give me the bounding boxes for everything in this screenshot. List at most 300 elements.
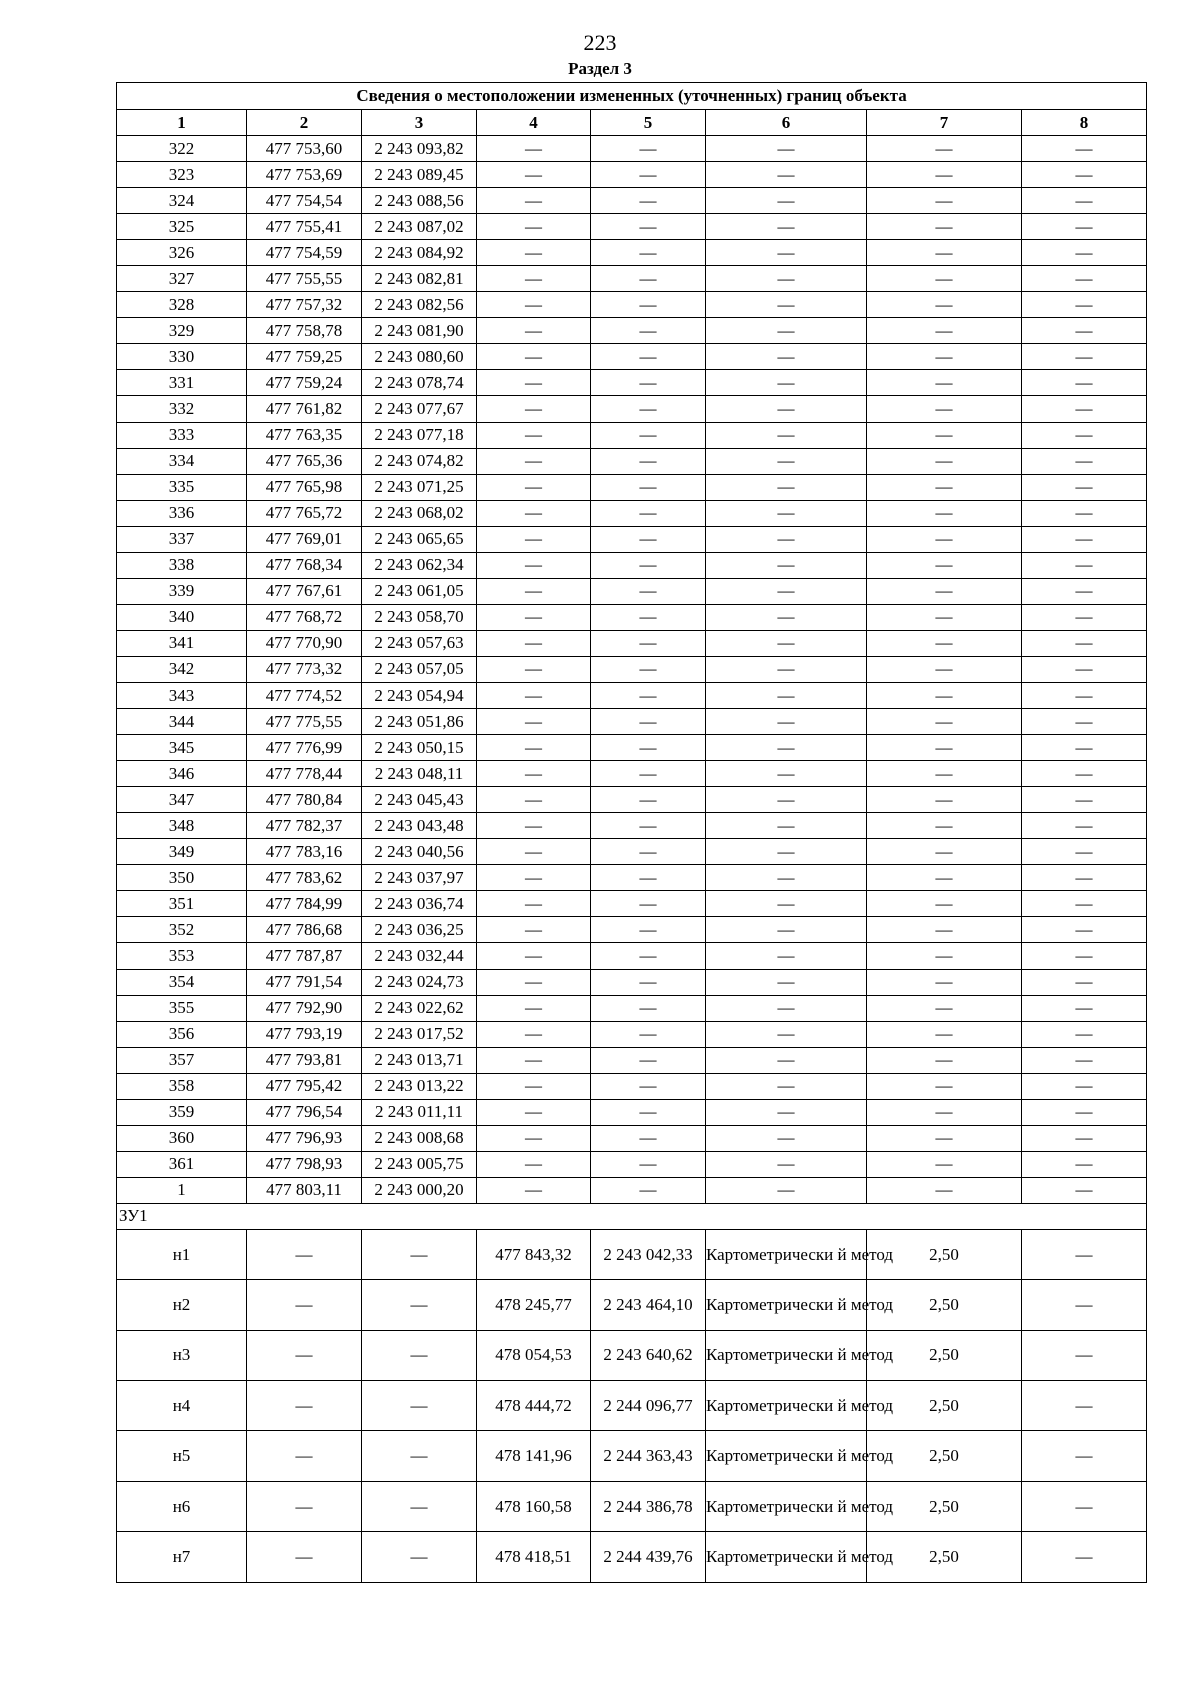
coord-x: 477 767,61 <box>247 578 362 604</box>
coord-x: 477 773,32 <box>247 656 362 682</box>
coord-y: 2 243 077,67 <box>362 396 477 422</box>
empty-dash: — <box>591 162 706 188</box>
empty-dash: — <box>867 578 1022 604</box>
empty-dash: — <box>1022 1229 1147 1279</box>
table-row <box>117 578 1147 604</box>
empty-dash: — <box>706 1099 867 1125</box>
coord-x: 477 784,99 <box>247 891 362 917</box>
coord-x: 477 759,25 <box>247 344 362 370</box>
column-header: 1 <box>117 110 247 136</box>
coord-y: 2 243 078,74 <box>362 370 477 396</box>
table-title-row <box>117 83 1147 110</box>
table-row <box>117 552 1147 578</box>
empty-dash: — <box>867 787 1022 813</box>
empty-dash: — <box>1022 656 1147 682</box>
table-row <box>117 943 1147 969</box>
empty-dash: — <box>867 500 1022 526</box>
empty-dash: — <box>1022 839 1147 865</box>
point-number: 335 <box>117 474 247 500</box>
table-row <box>117 1047 1147 1073</box>
column-header: 7 <box>867 110 1022 136</box>
empty-dash: — <box>1022 344 1147 370</box>
empty-dash: — <box>706 526 867 552</box>
empty-dash: — <box>1022 761 1147 787</box>
point-number: 332 <box>117 396 247 422</box>
empty-dash: — <box>867 1125 1022 1151</box>
table-row <box>117 500 1147 526</box>
empty-dash: — <box>867 656 1022 682</box>
empty-dash: — <box>591 709 706 735</box>
empty-dash: — <box>477 292 591 318</box>
empty-dash: — <box>867 552 1022 578</box>
point-number: 345 <box>117 735 247 761</box>
empty-dash: — <box>1022 943 1147 969</box>
point-number: 353 <box>117 943 247 969</box>
empty-dash: — <box>706 552 867 578</box>
coord-x: 477 759,24 <box>247 370 362 396</box>
empty-dash: — <box>1022 240 1147 266</box>
empty-dash: — <box>706 604 867 630</box>
coord-x: 477 803,11 <box>247 1177 362 1203</box>
empty-dash: — <box>867 839 1022 865</box>
coord-y: 2 243 093,82 <box>362 136 477 162</box>
coord-y: 2 243 024,73 <box>362 969 477 995</box>
point-number: 344 <box>117 709 247 735</box>
empty-dash: — <box>1022 578 1147 604</box>
table-row <box>117 188 1147 214</box>
table-row <box>117 891 1147 917</box>
empty-dash: — <box>1022 1532 1147 1582</box>
empty-dash: — <box>477 969 591 995</box>
method: Картометрически й метод <box>706 1229 867 1279</box>
empty-dash: — <box>477 188 591 214</box>
empty-dash: — <box>591 761 706 787</box>
empty-dash: — <box>591 891 706 917</box>
empty-dash: — <box>706 162 867 188</box>
point-number: 328 <box>117 292 247 318</box>
empty-dash: — <box>1022 865 1147 891</box>
empty-dash: — <box>706 266 867 292</box>
empty-dash: — <box>362 1381 477 1431</box>
coord-y: 2 243 013,71 <box>362 1047 477 1073</box>
coord-x: 477 783,16 <box>247 839 362 865</box>
point-number: 325 <box>117 214 247 240</box>
table-row <box>117 136 1147 162</box>
table-row <box>117 266 1147 292</box>
coord-y: 2 243 080,60 <box>362 344 477 370</box>
point-number: 341 <box>117 630 247 656</box>
empty-dash: — <box>591 813 706 839</box>
empty-dash: — <box>706 370 867 396</box>
point-number: 337 <box>117 526 247 552</box>
empty-dash: — <box>706 813 867 839</box>
empty-dash: — <box>1022 995 1147 1021</box>
empty-dash: — <box>867 318 1022 344</box>
empty-dash: — <box>1022 1047 1147 1073</box>
point-number: 356 <box>117 1021 247 1047</box>
coord-x: 477 753,69 <box>247 162 362 188</box>
coord-x: 477 770,90 <box>247 630 362 656</box>
empty-dash: — <box>1022 1125 1147 1151</box>
table-row <box>117 787 1147 813</box>
empty-dash: — <box>706 344 867 370</box>
empty-dash: — <box>362 1532 477 1582</box>
coord-y: 2 243 040,56 <box>362 839 477 865</box>
coord-x: 477 765,36 <box>247 448 362 474</box>
empty-dash: — <box>706 682 867 708</box>
table-row <box>117 1177 1147 1203</box>
empty-dash: — <box>477 839 591 865</box>
empty-dash: — <box>1022 188 1147 214</box>
empty-dash: — <box>867 240 1022 266</box>
empty-dash: — <box>706 630 867 656</box>
coord-y: 2 243 048,11 <box>362 761 477 787</box>
empty-dash: — <box>1022 214 1147 240</box>
empty-dash: — <box>477 370 591 396</box>
coord-y: 2 243 050,15 <box>362 735 477 761</box>
coord-y: 2 243 081,90 <box>362 318 477 344</box>
empty-dash: — <box>477 552 591 578</box>
empty-dash: — <box>591 214 706 240</box>
empty-dash: — <box>706 240 867 266</box>
table-row <box>117 370 1147 396</box>
table-row <box>117 1151 1147 1177</box>
point-number: 357 <box>117 1047 247 1073</box>
empty-dash: — <box>867 891 1022 917</box>
coord-y: 2 243 057,63 <box>362 630 477 656</box>
coord-y: 2 243 088,56 <box>362 188 477 214</box>
table-row <box>117 709 1147 735</box>
empty-dash: — <box>1022 370 1147 396</box>
coord-y: 2 243 045,43 <box>362 787 477 813</box>
coord-x: 477 754,54 <box>247 188 362 214</box>
empty-dash: — <box>706 735 867 761</box>
empty-dash: — <box>706 318 867 344</box>
coord-x: 477 782,37 <box>247 813 362 839</box>
empty-dash: — <box>867 604 1022 630</box>
accuracy: 2,50 <box>867 1280 1022 1330</box>
empty-dash: — <box>591 136 706 162</box>
empty-dash: — <box>477 735 591 761</box>
empty-dash: — <box>591 735 706 761</box>
table-row <box>117 474 1147 500</box>
empty-dash: — <box>477 995 591 1021</box>
column-header: 8 <box>1022 110 1147 136</box>
point-number: н1 <box>117 1229 247 1279</box>
empty-dash: — <box>867 292 1022 318</box>
coord-y: 2 244 439,76 <box>591 1532 706 1582</box>
empty-dash: — <box>706 761 867 787</box>
point-number: 343 <box>117 682 247 708</box>
coord-y: 2 243 089,45 <box>362 162 477 188</box>
empty-dash: — <box>362 1481 477 1531</box>
point-number: 351 <box>117 891 247 917</box>
table-row <box>117 630 1147 656</box>
table-row <box>117 318 1147 344</box>
coord-x: 477 769,01 <box>247 526 362 552</box>
coord-y: 2 243 082,81 <box>362 266 477 292</box>
coord-x: 477 776,99 <box>247 735 362 761</box>
coord-y: 2 243 000,20 <box>362 1177 477 1203</box>
coord-x: 477 755,41 <box>247 214 362 240</box>
empty-dash: — <box>867 474 1022 500</box>
empty-dash: — <box>867 526 1022 552</box>
empty-dash: — <box>591 344 706 370</box>
empty-dash: — <box>1022 682 1147 708</box>
empty-dash: — <box>1022 552 1147 578</box>
empty-dash: — <box>706 1125 867 1151</box>
empty-dash: — <box>247 1431 362 1481</box>
point-number: 342 <box>117 656 247 682</box>
coord-x: 477 763,35 <box>247 422 362 448</box>
coord-x: 477 783,62 <box>247 865 362 891</box>
empty-dash: — <box>477 136 591 162</box>
empty-dash: — <box>1022 1177 1147 1203</box>
coord-x: 477 761,82 <box>247 396 362 422</box>
empty-dash: — <box>867 136 1022 162</box>
empty-dash: — <box>591 370 706 396</box>
empty-dash: — <box>1022 1021 1147 1047</box>
table-row <box>117 1125 1147 1151</box>
coord-x: 477 843,32 <box>477 1229 591 1279</box>
point-number: 352 <box>117 917 247 943</box>
empty-dash: — <box>867 735 1022 761</box>
empty-dash: — <box>706 1151 867 1177</box>
table-row <box>117 1280 1147 1330</box>
point-number: 330 <box>117 344 247 370</box>
empty-dash: — <box>591 943 706 969</box>
coord-x: 478 418,51 <box>477 1532 591 1582</box>
empty-dash: — <box>867 917 1022 943</box>
empty-dash: — <box>867 266 1022 292</box>
coord-x: 477 791,54 <box>247 969 362 995</box>
empty-dash: — <box>477 865 591 891</box>
coord-x: 477 787,87 <box>247 943 362 969</box>
table-row <box>117 1073 1147 1099</box>
empty-dash: — <box>867 865 1022 891</box>
table-row <box>117 344 1147 370</box>
coord-y: 2 243 061,05 <box>362 578 477 604</box>
empty-dash: — <box>867 709 1022 735</box>
coord-x: 477 758,78 <box>247 318 362 344</box>
empty-dash: — <box>477 396 591 422</box>
empty-dash: — <box>1022 1280 1147 1330</box>
table-row <box>117 396 1147 422</box>
empty-dash: — <box>477 1073 591 1099</box>
empty-dash: — <box>591 656 706 682</box>
coord-y: 2 243 068,02 <box>362 500 477 526</box>
empty-dash: — <box>706 917 867 943</box>
coord-x: 477 780,84 <box>247 787 362 813</box>
empty-dash: — <box>706 839 867 865</box>
empty-dash: — <box>1022 266 1147 292</box>
coord-y: 2 244 363,43 <box>591 1431 706 1481</box>
table-row <box>117 214 1147 240</box>
empty-dash: — <box>591 839 706 865</box>
empty-dash: — <box>591 188 706 214</box>
section-title: Раздел 3 <box>568 59 632 78</box>
point-number: 358 <box>117 1073 247 1099</box>
empty-dash: — <box>706 188 867 214</box>
empty-dash: — <box>706 943 867 969</box>
empty-dash: — <box>477 266 591 292</box>
coord-x: 478 160,58 <box>477 1481 591 1531</box>
empty-dash: — <box>1022 1151 1147 1177</box>
coord-x: 478 141,96 <box>477 1431 591 1481</box>
point-number: 322 <box>117 136 247 162</box>
point-number: 333 <box>117 422 247 448</box>
method: Картометрически й метод <box>706 1532 867 1582</box>
empty-dash: — <box>247 1330 362 1380</box>
point-number: 359 <box>117 1099 247 1125</box>
empty-dash: — <box>1022 709 1147 735</box>
coord-x: 477 796,93 <box>247 1125 362 1151</box>
empty-dash: — <box>477 1177 591 1203</box>
empty-dash: — <box>591 422 706 448</box>
empty-dash: — <box>591 526 706 552</box>
empty-dash: — <box>247 1229 362 1279</box>
accuracy: 2,50 <box>867 1532 1022 1582</box>
empty-dash: — <box>591 787 706 813</box>
empty-dash: — <box>477 604 591 630</box>
empty-dash: — <box>591 578 706 604</box>
coord-y: 2 243 065,65 <box>362 526 477 552</box>
empty-dash: — <box>477 709 591 735</box>
coord-y: 2 243 054,94 <box>362 682 477 708</box>
coord-y: 2 243 037,97 <box>362 865 477 891</box>
empty-dash: — <box>591 630 706 656</box>
empty-dash: — <box>706 422 867 448</box>
empty-dash: — <box>1022 1330 1147 1380</box>
empty-dash: — <box>477 761 591 787</box>
empty-dash: — <box>1022 917 1147 943</box>
table-row <box>117 526 1147 552</box>
empty-dash: — <box>1022 1481 1147 1531</box>
coord-y: 2 243 036,25 <box>362 917 477 943</box>
coord-x: 477 755,55 <box>247 266 362 292</box>
empty-dash: — <box>591 1021 706 1047</box>
coord-x: 477 796,54 <box>247 1099 362 1125</box>
empty-dash: — <box>706 1177 867 1203</box>
coord-y: 2 243 082,56 <box>362 292 477 318</box>
empty-dash: — <box>362 1280 477 1330</box>
point-number: 346 <box>117 761 247 787</box>
empty-dash: — <box>1022 735 1147 761</box>
column-header: 6 <box>706 110 867 136</box>
empty-dash: — <box>477 787 591 813</box>
empty-dash: — <box>591 969 706 995</box>
empty-dash: — <box>867 1151 1022 1177</box>
empty-dash: — <box>477 162 591 188</box>
coord-x: 477 765,98 <box>247 474 362 500</box>
point-number: 326 <box>117 240 247 266</box>
point-number: 361 <box>117 1151 247 1177</box>
empty-dash: — <box>477 656 591 682</box>
coord-y: 2 243 464,10 <box>591 1280 706 1330</box>
empty-dash: — <box>247 1532 362 1582</box>
coord-y: 2 243 036,74 <box>362 891 477 917</box>
empty-dash: — <box>362 1431 477 1481</box>
empty-dash: — <box>591 682 706 708</box>
empty-dash: — <box>477 891 591 917</box>
point-number: н5 <box>117 1431 247 1481</box>
coord-y: 2 243 058,70 <box>362 604 477 630</box>
empty-dash: — <box>477 917 591 943</box>
column-header: 4 <box>477 110 591 136</box>
coord-y: 2 243 011,11 <box>362 1099 477 1125</box>
empty-dash: — <box>477 943 591 969</box>
coord-y: 2 243 640,62 <box>591 1330 706 1380</box>
empty-dash: — <box>867 344 1022 370</box>
empty-dash: — <box>1022 1381 1147 1431</box>
empty-dash: — <box>867 813 1022 839</box>
point-number: 329 <box>117 318 247 344</box>
boundary-table <box>116 82 1147 1583</box>
empty-dash: — <box>247 1381 362 1431</box>
method: Картометрически й метод <box>706 1330 867 1380</box>
empty-dash: — <box>706 709 867 735</box>
empty-dash: — <box>591 500 706 526</box>
table-row <box>117 839 1147 865</box>
coord-y: 2 243 077,18 <box>362 422 477 448</box>
empty-dash: — <box>867 396 1022 422</box>
table-row <box>117 240 1147 266</box>
coord-x: 477 793,19 <box>247 1021 362 1047</box>
coord-y: 2 243 051,86 <box>362 709 477 735</box>
accuracy: 2,50 <box>867 1381 1022 1431</box>
empty-dash: — <box>1022 1099 1147 1125</box>
empty-dash: — <box>1022 969 1147 995</box>
coord-y: 2 243 042,33 <box>591 1229 706 1279</box>
empty-dash: — <box>477 1151 591 1177</box>
empty-dash: — <box>706 787 867 813</box>
empty-dash: — <box>706 396 867 422</box>
empty-dash: — <box>591 1125 706 1151</box>
coord-x: 478 444,72 <box>477 1381 591 1431</box>
empty-dash: — <box>591 474 706 500</box>
accuracy: 2,50 <box>867 1330 1022 1380</box>
empty-dash: — <box>706 136 867 162</box>
coord-x: 477 753,60 <box>247 136 362 162</box>
coord-y: 2 243 057,05 <box>362 656 477 682</box>
table-row <box>117 448 1147 474</box>
coord-x: 477 765,72 <box>247 500 362 526</box>
empty-dash: — <box>867 1021 1022 1047</box>
coord-y: 2 243 062,34 <box>362 552 477 578</box>
empty-dash: — <box>477 344 591 370</box>
empty-dash: — <box>706 969 867 995</box>
empty-dash: — <box>477 214 591 240</box>
accuracy: 2,50 <box>867 1431 1022 1481</box>
empty-dash: — <box>1022 162 1147 188</box>
coord-x: 477 792,90 <box>247 995 362 1021</box>
column-header-row <box>117 110 1147 136</box>
point-number: 355 <box>117 995 247 1021</box>
empty-dash: — <box>867 448 1022 474</box>
empty-dash: — <box>1022 630 1147 656</box>
point-number: 334 <box>117 448 247 474</box>
coord-y: 2 244 386,78 <box>591 1481 706 1531</box>
column-header: 3 <box>362 110 477 136</box>
empty-dash: — <box>1022 396 1147 422</box>
empty-dash: — <box>591 865 706 891</box>
coord-y: 2 243 008,68 <box>362 1125 477 1151</box>
empty-dash: — <box>706 214 867 240</box>
point-number: 327 <box>117 266 247 292</box>
point-number: 324 <box>117 188 247 214</box>
empty-dash: — <box>867 1177 1022 1203</box>
empty-dash: — <box>1022 1073 1147 1099</box>
